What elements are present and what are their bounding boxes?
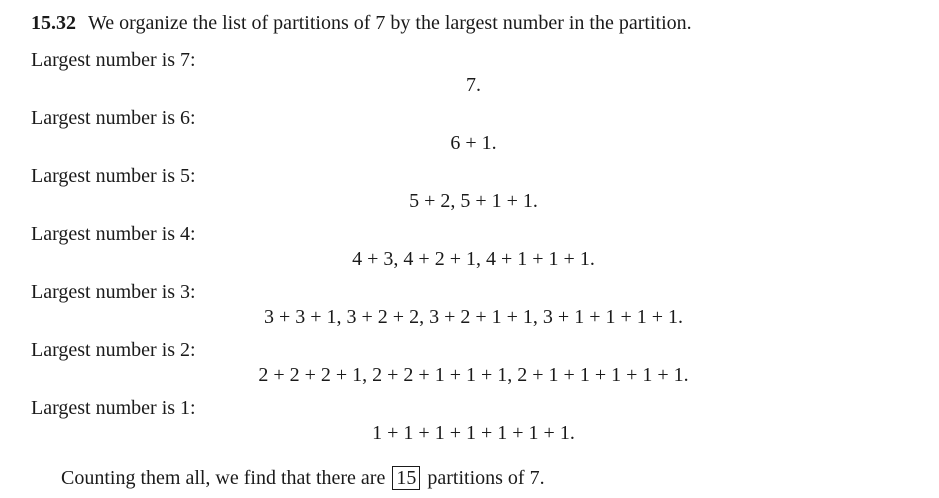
partition-list: 5 + 2, 5 + 1 + 1. xyxy=(409,190,538,212)
partition-list: 2 + 2 + 2 + 1, 2 + 2 + 1 + 1 + 1, 2 + 1 + 1 + 1 + 1 + 1. xyxy=(258,364,689,386)
partition-list: 3 + 3 + 1, 3 + 2 + 2, 3 + 2 + 1 + 1, 3 + 1 + 1 + 1 + 1. xyxy=(263,306,684,328)
boxed-answer: 15 xyxy=(392,466,420,490)
group-label: Largest number is 6: xyxy=(31,107,196,129)
group-label: Largest number is 5: xyxy=(31,165,196,187)
group-label: Largest number is 7: xyxy=(31,49,196,71)
partition-list: 1 + 1 + 1 + 1 + 1 + 1 + 1. xyxy=(372,422,575,444)
problem-intro: We organize the list of partitions of 7 by the largest number in the partition. xyxy=(88,12,692,34)
partition-list: 6 + 1. xyxy=(450,132,497,154)
group-label: Largest number is 4: xyxy=(31,223,196,245)
group-label: Largest number is 2: xyxy=(31,339,196,361)
conclusion-text-before: Counting them all, we find that there are xyxy=(61,467,386,489)
group-label: Largest number is 3: xyxy=(31,281,196,303)
conclusion-sentence xyxy=(61,466,545,490)
group-label: Largest number is 1: xyxy=(31,397,196,419)
problem-statement xyxy=(31,11,692,35)
conclusion-text-after: partitions of 7. xyxy=(427,467,545,489)
partition-list: 7. xyxy=(466,74,481,96)
problem-number: 15.32 xyxy=(31,12,76,34)
partition-list: 4 + 3, 4 + 2 + 1, 4 + 1 + 1 + 1. xyxy=(352,248,595,270)
